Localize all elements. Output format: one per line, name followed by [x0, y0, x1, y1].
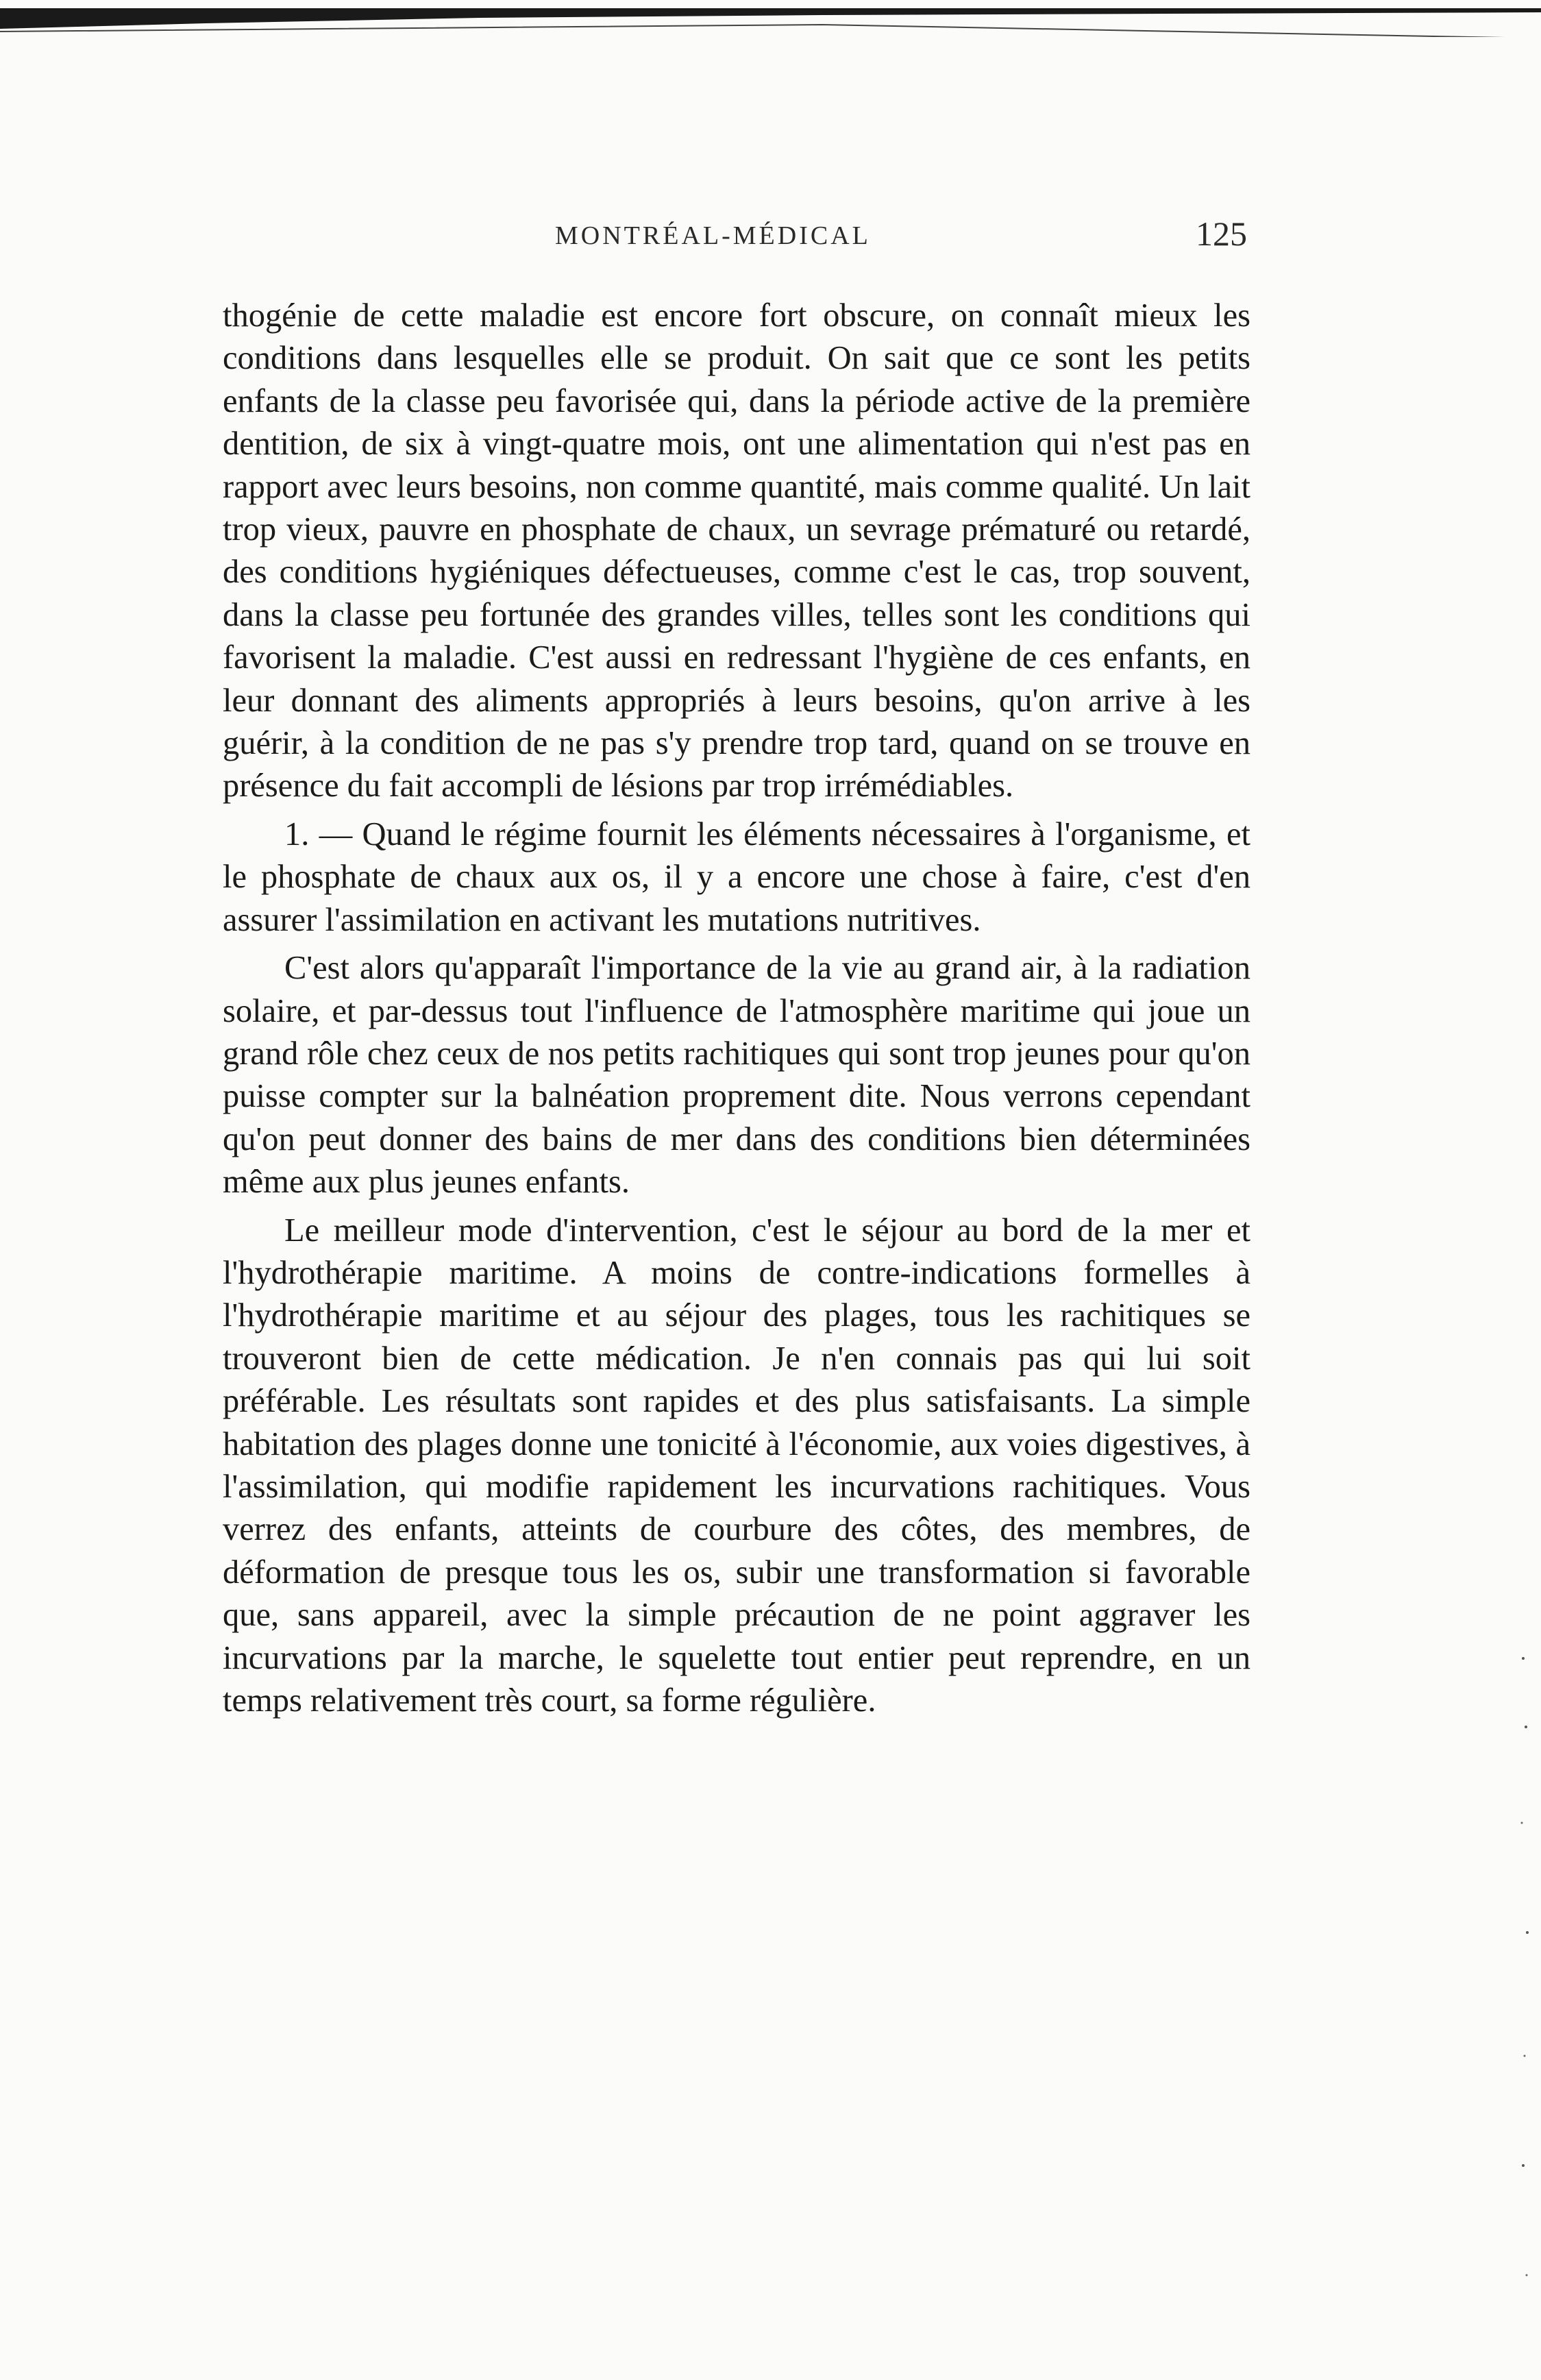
- running-title: MONTRÉAL-MÉDICAL: [555, 221, 871, 250]
- page-number: 125: [1196, 214, 1247, 253]
- scan-top-edge: [0, 8, 1541, 37]
- scan-margin-specks: [1516, 1645, 1537, 2330]
- paragraph: C'est alors qu'apparaît l'importance de la vie au grand air, à la radiation solaire, et par-dessus tout l'influence de l'atmosphère maritime qui joue un grand rôle chez ceux de nos petits rachitiques qui sont trop jeunes pour qu'on puisse compter sur la balnéation proprement dite. Nous verrons cependant qu'on peut donner des bains de mer dans des conditions bien déterminées même aux plus jeunes enfants.: [223, 950, 1250, 1201]
- page-header: [233, 206, 1247, 260]
- paragraph-continuation: thogénie de cette maladie est encore fort obscure, on connaît mieux les conditions dans lesquelles elle se produit. On sait que ce sont les petits enfants de la classe peu favorisée qui, dans la période active de la première dentition, de six à vingt-quatre mois, ont une alimentation qui n'est pas en rapport avec leurs besoins, non comme quantité, mais comme qualité. Un lait trop vieux, pauvre en phosphate de chaux, un sevrage prématuré ou retardé, des conditions hygiéniques défectueuses, comme c'est le cas, trop souvent, dans la classe peu fortunée des grandes villes, telles sont les conditions qui favorisent la maladie. C'est aussi en redressant l'hygiène de ces enfants, en leur donnant des aliments appropriés à leurs besoins, qu'on arrive à les guérir, à la condition de ne pas s'y prendre trop tard, quand on se trouve en présence du fait accompli de lésions par trop irrémédiables.: [223, 297, 1250, 805]
- paragraph-numbered: 1. — Quand le régime fournit les éléments nécessaires à l'organisme, et le phosphate de chaux aux os, il y a encore une chose à faire, c'est d'en assurer l'assimilation en activant les mutations nutritives.: [223, 815, 1250, 938]
- body-text: [223, 295, 1250, 1728]
- paragraph: Le meilleur mode d'intervention, c'est le séjour au bord de la mer et l'hydrothérapie maritime. A moins de contre-indications formelles à l'hydrothérapie maritime et au séjour des plages, tous les rachitiques se trouveront bien de cette médication. Je n'en connais pas qui lui soit préférable. Les résultats sont rapides et des plus satisfaisants. La simple habitation des plages donne une tonicité à l'économie, aux voies digestives, à l'assimilation, qui modifie rapidement les incurvations rachitiques. Vous verrez des enfants, atteints de courbure des côtes, des membres, de déformation de presque tous les os, subir une transformation si favorable que, sans appareil, avec la simple précaution de ne point aggraver les incurvations par la marche, le squelette tout entier peut reprendre, en un temps relativement très court, sa forme régulière.: [223, 1212, 1250, 1719]
